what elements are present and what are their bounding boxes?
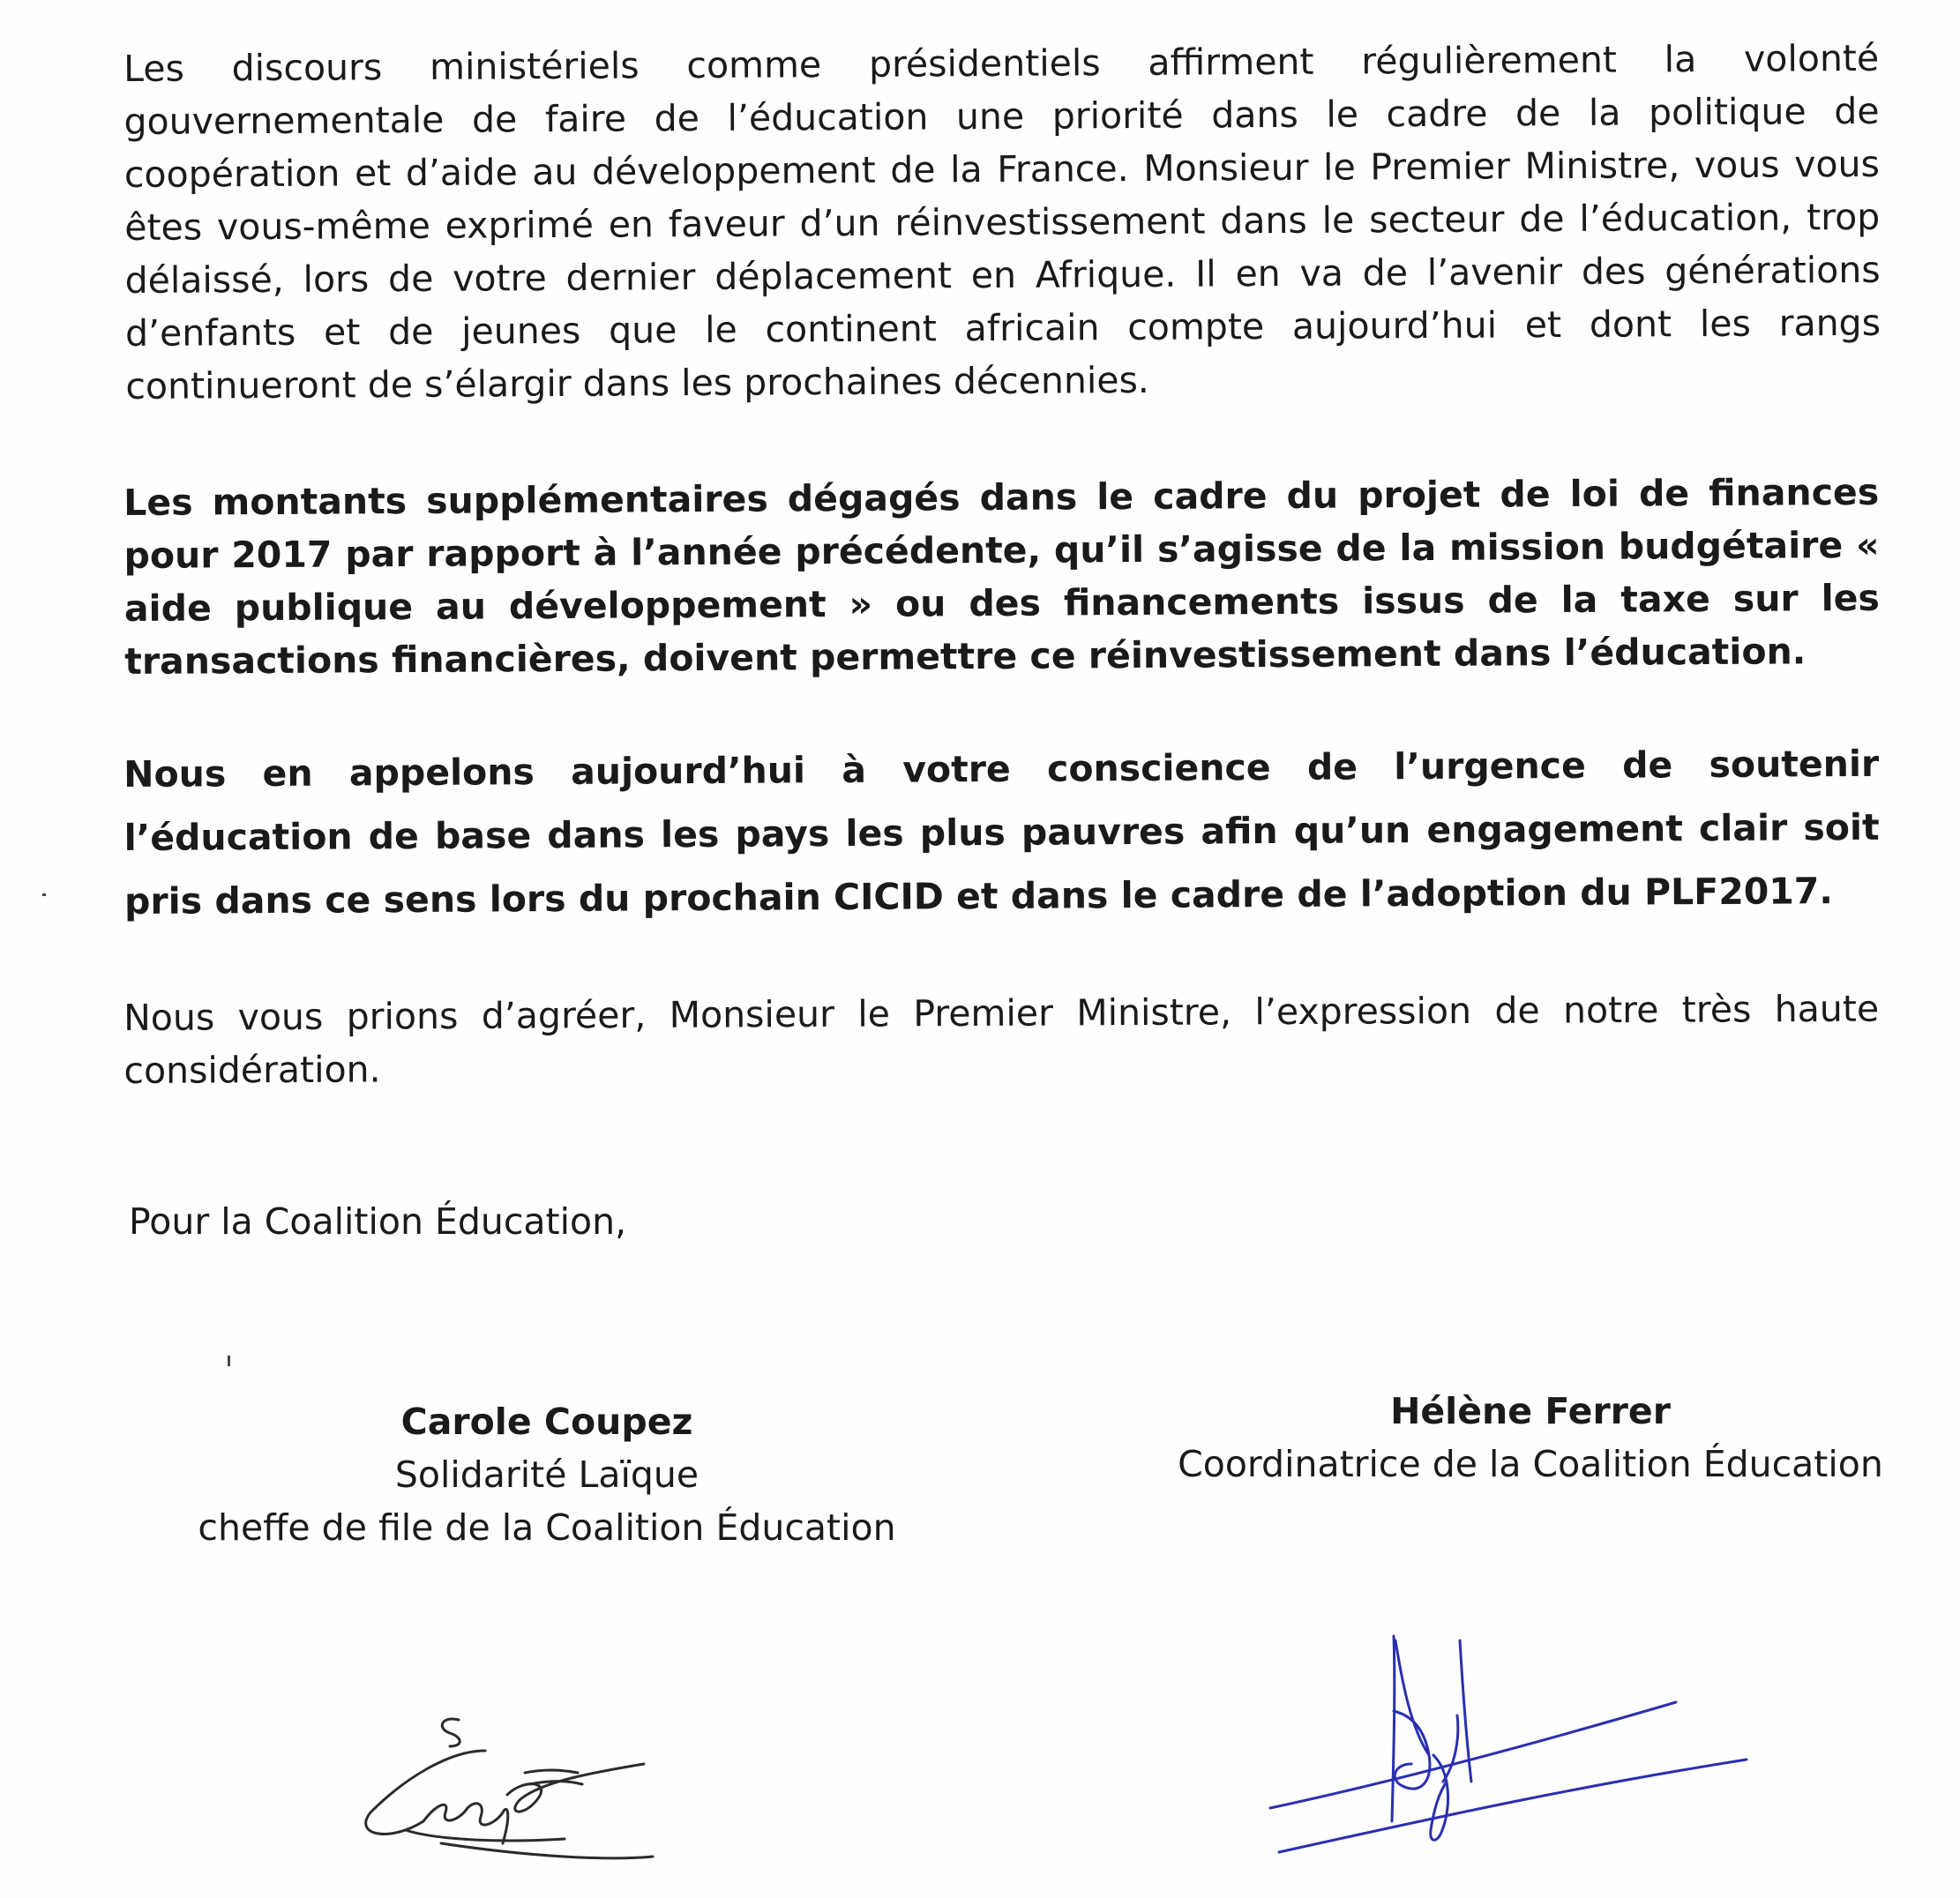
paragraph-appeal: Nous en appelons aujourd’hui à votre conscience de l’urgence de soutenir l’éducation de base dans les pays les plus pauvres afin qu’un engagement clair soit pris dans ce sens lors du prochain CICID et dans le cadre de l’adoption du PLF2017. — [123, 742, 1880, 923]
scan-speck — [42, 893, 46, 896]
signatory-name: Carole Coupez — [400, 1401, 693, 1443]
signature-carole-coupez — [353, 1689, 767, 1865]
signatory-name: Hélène Ferrer — [1390, 1390, 1671, 1432]
signatory-left — [176, 1395, 917, 1554]
paragraph-education-priority: Les discours ministériels comme présidentiels affirment régulièrement la volonté gouvernementale de faire de l’éducation une priorité dans le cadre de la politique de coopération et d’aide au développement de la France. Monsieur le Premier Ministre, vous vous êtes vous-même exprimé en faveur d’un réinvestissement dans le secteur de l’éducation, trop délaissé, lors de votre dernier déplacement en Afrique. Il en va de l’avenir des générations d’enfants et de jeunes que le continent africain compte aujourd’hui et dont les rangs continueront de s’élargir dans les prochaines décennies. — [123, 36, 1881, 407]
signatory-right — [1164, 1385, 1896, 1491]
paragraph-budget-amounts: Les montants supplémentaires dégagés dans le cadre du projet de loi de finances pour 2017 par rapport à l’année précédente, qu’il s’agisse de la mission budgétaire « aide publique au développement » ou des financements issus de la taxe sur les transactions financières, doivent permettre ce réinvestissement dans l’éducation. — [123, 470, 1881, 683]
signatory-role: Coordinatrice de la Coalition Éducation — [1178, 1443, 1883, 1485]
closing-formula: Nous vous prions d’agréer, Monsieur le Premier Ministre, l’expression de notre très haute considération. — [123, 987, 1880, 1092]
signatory-role: cheffe de file de la Coalition Éducation — [198, 1506, 896, 1549]
salutation: Pour la Coalition Éducation, — [129, 1200, 627, 1243]
signature-helene-ferrer — [1261, 1632, 1755, 1870]
scan-speck — [228, 1356, 230, 1366]
signatory-organization: Solidarité Laïque — [394, 1453, 699, 1496]
